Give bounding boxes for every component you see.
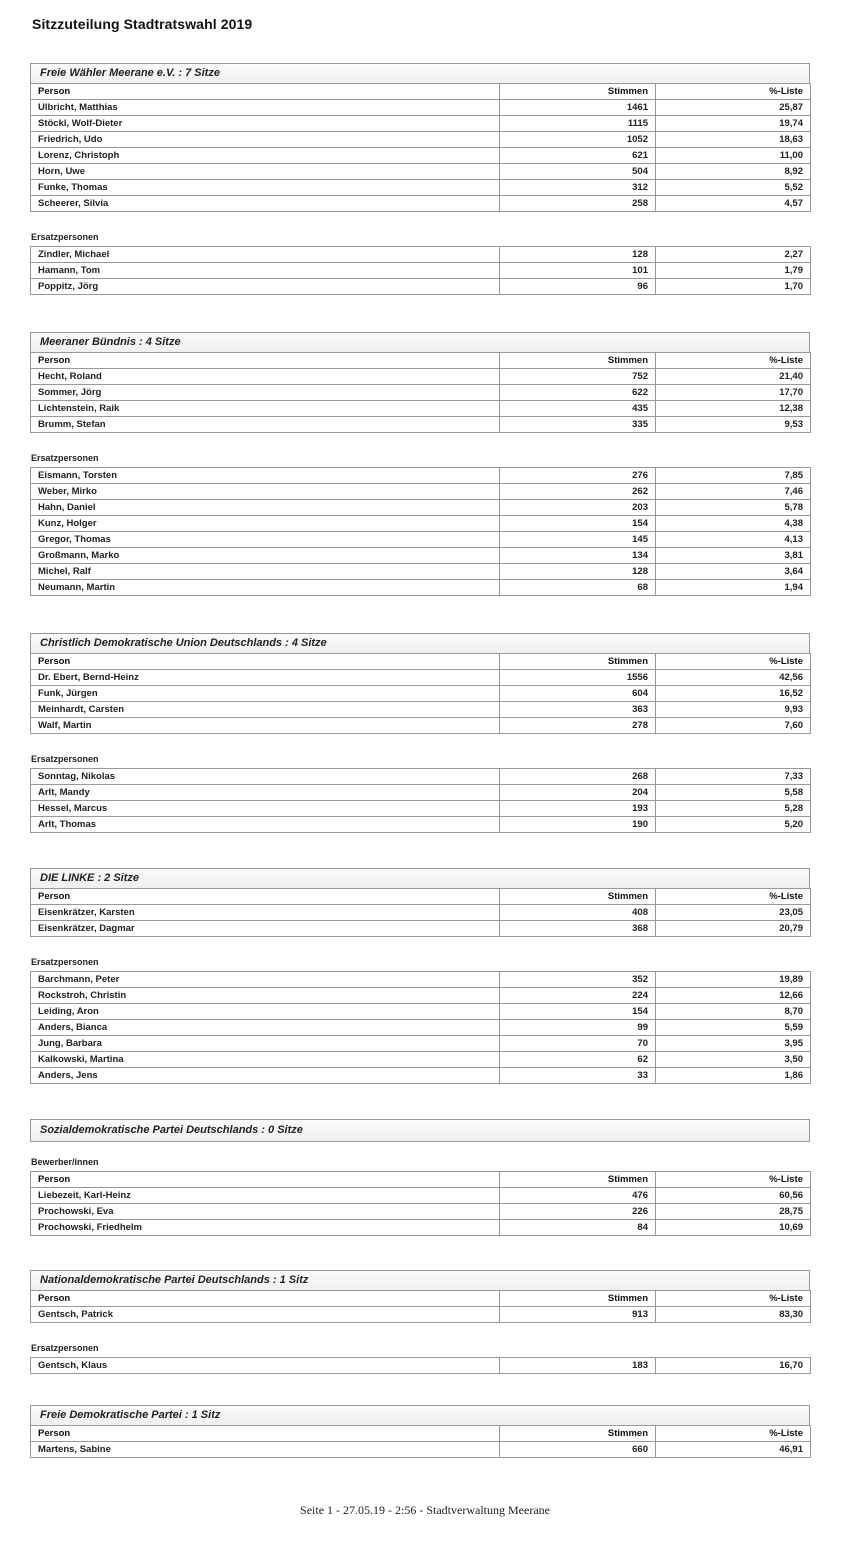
votes-value: 660 <box>500 1442 656 1458</box>
person-name: Brumm, Stefan <box>31 417 500 433</box>
votes-value: 504 <box>500 164 656 180</box>
party-heading: DIE LINKE : 2 Sitze <box>30 868 810 888</box>
percent-value: 42,56 <box>656 670 811 686</box>
votes-value: 204 <box>500 785 656 801</box>
votes-value: 101 <box>500 263 656 279</box>
percent-value: 3,64 <box>656 564 811 580</box>
votes-value: 96 <box>500 279 656 295</box>
percent-value: 5,78 <box>656 500 811 516</box>
percent-value: 4,57 <box>656 196 811 212</box>
percent-value: 5,20 <box>656 817 811 833</box>
percent-value: 46,91 <box>656 1442 811 1458</box>
votes-value: 262 <box>500 484 656 500</box>
table-row <box>31 1052 811 1068</box>
table-row <box>31 1204 811 1220</box>
person-name: Lorenz, Christoph <box>31 148 500 164</box>
table-row <box>31 580 811 596</box>
table-row <box>31 132 811 148</box>
table-row <box>31 1068 811 1084</box>
column-header-stimmen: Stimmen <box>500 889 656 905</box>
table-row <box>31 484 811 500</box>
table-row <box>31 988 811 1004</box>
ersatz-label: Ersatzpersonen <box>31 754 99 764</box>
person-name: Hecht, Roland <box>31 369 500 385</box>
table-row <box>31 785 811 801</box>
votes-value: 183 <box>500 1358 656 1374</box>
votes-value: 312 <box>500 180 656 196</box>
table-row <box>31 1442 811 1458</box>
column-header-person: Person <box>31 353 500 369</box>
percent-value: 1,86 <box>656 1068 811 1084</box>
votes-value: 190 <box>500 817 656 833</box>
party-heading: Meeraner Bündnis : 4 Sitze <box>30 332 810 352</box>
percent-value: 3,95 <box>656 1036 811 1052</box>
percent-value: 19,74 <box>656 116 811 132</box>
column-header-person: Person <box>31 84 500 100</box>
votes-value: 154 <box>500 516 656 532</box>
percent-value: 10,69 <box>656 1220 811 1236</box>
table-row <box>31 263 811 279</box>
percent-value: 83,30 <box>656 1307 811 1323</box>
column-header-person: Person <box>31 1291 500 1307</box>
percent-value: 12,66 <box>656 988 811 1004</box>
person-name: Scheerer, Silvia <box>31 196 500 212</box>
votes-value: 268 <box>500 769 656 785</box>
person-name: Neumann, Martin <box>31 580 500 596</box>
person-name: Sonntag, Nikolas <box>31 769 500 785</box>
table-row <box>31 905 811 921</box>
table-row <box>31 702 811 718</box>
ersatz-label: Ersatzpersonen <box>31 957 99 967</box>
person-name: Rockstroh, Christin <box>31 988 500 1004</box>
table-header-row <box>31 1426 811 1442</box>
table-row <box>31 247 811 263</box>
person-name: Hessel, Marcus <box>31 801 500 817</box>
percent-value: 17,70 <box>656 385 811 401</box>
percent-value: 23,05 <box>656 905 811 921</box>
results-table <box>30 1357 811 1374</box>
percent-value: 60,56 <box>656 1188 811 1204</box>
column-header-liste: %-Liste <box>656 84 811 100</box>
votes-value: 621 <box>500 148 656 164</box>
votes-value: 752 <box>500 369 656 385</box>
table-row <box>31 516 811 532</box>
percent-value: 12,38 <box>656 401 811 417</box>
table-row <box>31 180 811 196</box>
party-section <box>30 1119 810 1236</box>
votes-value: 68 <box>500 580 656 596</box>
person-name: Gregor, Thomas <box>31 532 500 548</box>
percent-value: 19,89 <box>656 972 811 988</box>
party-section <box>30 868 810 1084</box>
person-name: Dr. Ebert, Bernd-Heinz <box>31 670 500 686</box>
party-heading: Sozialdemokratische Partei Deutschlands : 0 Sitze <box>30 1119 810 1142</box>
table-row <box>31 686 811 702</box>
percent-value: 1,94 <box>656 580 811 596</box>
results-table <box>30 971 811 1084</box>
column-header-stimmen: Stimmen <box>500 654 656 670</box>
table-row <box>31 148 811 164</box>
percent-value: 8,92 <box>656 164 811 180</box>
results-table <box>30 888 811 937</box>
table-row <box>31 532 811 548</box>
votes-value: 99 <box>500 1020 656 1036</box>
person-name: Anders, Bianca <box>31 1020 500 1036</box>
percent-value: 1,70 <box>656 279 811 295</box>
person-name: Prochowski, Eva <box>31 1204 500 1220</box>
page-title: Sitzzuteilung Stadtratswahl 2019 <box>32 16 253 32</box>
column-header-stimmen: Stimmen <box>500 353 656 369</box>
person-name: Lichtenstein, Raik <box>31 401 500 417</box>
votes-value: 134 <box>500 548 656 564</box>
table-row <box>31 972 811 988</box>
party-section <box>30 63 810 295</box>
percent-value: 4,38 <box>656 516 811 532</box>
person-name: Arlt, Mandy <box>31 785 500 801</box>
person-name: Poppitz, Jörg <box>31 279 500 295</box>
person-name: Friedrich, Udo <box>31 132 500 148</box>
table-row <box>31 718 811 734</box>
table-row <box>31 100 811 116</box>
person-name: Prochowski, Friedhelm <box>31 1220 500 1236</box>
person-name: Arlt, Thomas <box>31 817 500 833</box>
votes-value: 435 <box>500 401 656 417</box>
votes-value: 622 <box>500 385 656 401</box>
percent-value: 8,70 <box>656 1004 811 1020</box>
table-header-row <box>31 84 811 100</box>
table-row <box>31 769 811 785</box>
percent-value: 11,00 <box>656 148 811 164</box>
table-row <box>31 670 811 686</box>
percent-value: 2,27 <box>656 247 811 263</box>
votes-value: 154 <box>500 1004 656 1020</box>
person-name: Anders, Jens <box>31 1068 500 1084</box>
percent-value: 5,52 <box>656 180 811 196</box>
table-header-row <box>31 1291 811 1307</box>
column-header-person: Person <box>31 1172 500 1188</box>
person-name: Ulbricht, Matthias <box>31 100 500 116</box>
person-name: Gentsch, Patrick <box>31 1307 500 1323</box>
votes-value: 203 <box>500 500 656 516</box>
results-table <box>30 1171 811 1236</box>
table-row <box>31 164 811 180</box>
column-header-liste: %-Liste <box>656 1291 811 1307</box>
votes-value: 363 <box>500 702 656 718</box>
column-header-liste: %-Liste <box>656 654 811 670</box>
votes-value: 258 <box>500 196 656 212</box>
table-row <box>31 369 811 385</box>
votes-value: 1556 <box>500 670 656 686</box>
person-name: Funke, Thomas <box>31 180 500 196</box>
results-table <box>30 467 811 596</box>
person-name: Jung, Barbara <box>31 1036 500 1052</box>
table-header-row <box>31 353 811 369</box>
votes-value: 352 <box>500 972 656 988</box>
table-row <box>31 1307 811 1323</box>
votes-value: 335 <box>500 417 656 433</box>
ersatz-label: Ersatzpersonen <box>31 453 99 463</box>
percent-value: 1,79 <box>656 263 811 279</box>
party-section <box>30 633 810 833</box>
votes-value: 128 <box>500 564 656 580</box>
column-header-person: Person <box>31 889 500 905</box>
votes-value: 476 <box>500 1188 656 1204</box>
table-row <box>31 921 811 937</box>
party-heading: Freie Wähler Meerane e.V. : 7 Sitze <box>30 63 810 83</box>
results-table <box>30 246 811 295</box>
party-heading: Christlich Demokratische Union Deutschlands : 4 Sitze <box>30 633 810 653</box>
person-name: Michel, Ralf <box>31 564 500 580</box>
votes-value: 84 <box>500 1220 656 1236</box>
column-header-liste: %-Liste <box>656 1426 811 1442</box>
person-name: Zindler, Michael <box>31 247 500 263</box>
party-section <box>30 1270 810 1374</box>
results-table <box>30 352 811 433</box>
table-row <box>31 1188 811 1204</box>
person-name: Kalkowski, Martina <box>31 1052 500 1068</box>
party-section <box>30 332 810 596</box>
votes-value: 70 <box>500 1036 656 1052</box>
page-footer: Seite 1 - 27.05.19 - 2:56 - Stadtverwaltung Meerane <box>300 1503 550 1517</box>
votes-value: 408 <box>500 905 656 921</box>
percent-value: 5,59 <box>656 1020 811 1036</box>
table-row <box>31 801 811 817</box>
column-header-stimmen: Stimmen <box>500 1172 656 1188</box>
table-row <box>31 1220 811 1236</box>
column-header-liste: %-Liste <box>656 353 811 369</box>
votes-value: 1052 <box>500 132 656 148</box>
ersatz-label: Bewerber/innen <box>31 1157 99 1167</box>
percent-value: 5,58 <box>656 785 811 801</box>
table-row <box>31 196 811 212</box>
percent-value: 7,46 <box>656 484 811 500</box>
votes-value: 193 <box>500 801 656 817</box>
person-name: Sommer, Jörg <box>31 385 500 401</box>
table-row <box>31 817 811 833</box>
results-table <box>30 1425 811 1458</box>
person-name: Martens, Sabine <box>31 1442 500 1458</box>
party-section <box>30 1405 810 1458</box>
percent-value: 20,79 <box>656 921 811 937</box>
table-header-row <box>31 889 811 905</box>
table-row <box>31 401 811 417</box>
table-row <box>31 1004 811 1020</box>
column-header-liste: %-Liste <box>656 1172 811 1188</box>
column-header-stimmen: Stimmen <box>500 1426 656 1442</box>
column-header-liste: %-Liste <box>656 889 811 905</box>
votes-value: 913 <box>500 1307 656 1323</box>
column-header-person: Person <box>31 654 500 670</box>
votes-value: 276 <box>500 468 656 484</box>
votes-value: 226 <box>500 1204 656 1220</box>
person-name: Barchmann, Peter <box>31 972 500 988</box>
ersatz-label: Ersatzpersonen <box>31 232 99 242</box>
person-name: Großmann, Marko <box>31 548 500 564</box>
votes-value: 62 <box>500 1052 656 1068</box>
table-row <box>31 385 811 401</box>
table-header-row <box>31 654 811 670</box>
votes-value: 128 <box>500 247 656 263</box>
person-name: Hamann, Tom <box>31 263 500 279</box>
percent-value: 3,50 <box>656 1052 811 1068</box>
percent-value: 7,60 <box>656 718 811 734</box>
results-table <box>30 1290 811 1323</box>
party-heading: Freie Demokratische Partei : 1 Sitz <box>30 1405 810 1425</box>
votes-value: 1461 <box>500 100 656 116</box>
table-row <box>31 279 811 295</box>
votes-value: 278 <box>500 718 656 734</box>
percent-value: 25,87 <box>656 100 811 116</box>
person-name: Kunz, Holger <box>31 516 500 532</box>
table-row <box>31 417 811 433</box>
person-name: Leiding, Aron <box>31 1004 500 1020</box>
table-row <box>31 1020 811 1036</box>
person-name: Liebezeit, Karl-Heinz <box>31 1188 500 1204</box>
votes-value: 33 <box>500 1068 656 1084</box>
percent-value: 4,13 <box>656 532 811 548</box>
percent-value: 21,40 <box>656 369 811 385</box>
percent-value: 5,28 <box>656 801 811 817</box>
person-name: Hahn, Daniel <box>31 500 500 516</box>
person-name: Stöckl, Wolf-Dieter <box>31 116 500 132</box>
column-header-stimmen: Stimmen <box>500 84 656 100</box>
person-name: Gentsch, Klaus <box>31 1358 500 1374</box>
percent-value: 9,53 <box>656 417 811 433</box>
votes-value: 145 <box>500 532 656 548</box>
results-table <box>30 83 811 212</box>
percent-value: 7,85 <box>656 468 811 484</box>
party-heading: Nationaldemokratische Partei Deutschlands : 1 Sitz <box>30 1270 810 1290</box>
person-name: Horn, Uwe <box>31 164 500 180</box>
person-name: Eismann, Torsten <box>31 468 500 484</box>
percent-value: 3,81 <box>656 548 811 564</box>
percent-value: 18,63 <box>656 132 811 148</box>
votes-value: 604 <box>500 686 656 702</box>
votes-value: 368 <box>500 921 656 937</box>
person-name: Eisenkrätzer, Karsten <box>31 905 500 921</box>
votes-value: 1115 <box>500 116 656 132</box>
results-table <box>30 653 811 734</box>
votes-value: 224 <box>500 988 656 1004</box>
table-row <box>31 116 811 132</box>
table-row <box>31 1036 811 1052</box>
percent-value: 9,93 <box>656 702 811 718</box>
table-header-row <box>31 1172 811 1188</box>
person-name: Walf, Martin <box>31 718 500 734</box>
table-row <box>31 500 811 516</box>
table-row <box>31 468 811 484</box>
person-name: Funk, Jürgen <box>31 686 500 702</box>
percent-value: 16,52 <box>656 686 811 702</box>
results-table <box>30 768 811 833</box>
percent-value: 16,70 <box>656 1358 811 1374</box>
table-row <box>31 548 811 564</box>
person-name: Eisenkrätzer, Dagmar <box>31 921 500 937</box>
person-name: Meinhardt, Carsten <box>31 702 500 718</box>
ersatz-label: Ersatzpersonen <box>31 1343 99 1353</box>
column-header-stimmen: Stimmen <box>500 1291 656 1307</box>
table-row <box>31 564 811 580</box>
person-name: Weber, Mirko <box>31 484 500 500</box>
percent-value: 28,75 <box>656 1204 811 1220</box>
table-row <box>31 1358 811 1374</box>
column-header-person: Person <box>31 1426 500 1442</box>
percent-value: 7,33 <box>656 769 811 785</box>
